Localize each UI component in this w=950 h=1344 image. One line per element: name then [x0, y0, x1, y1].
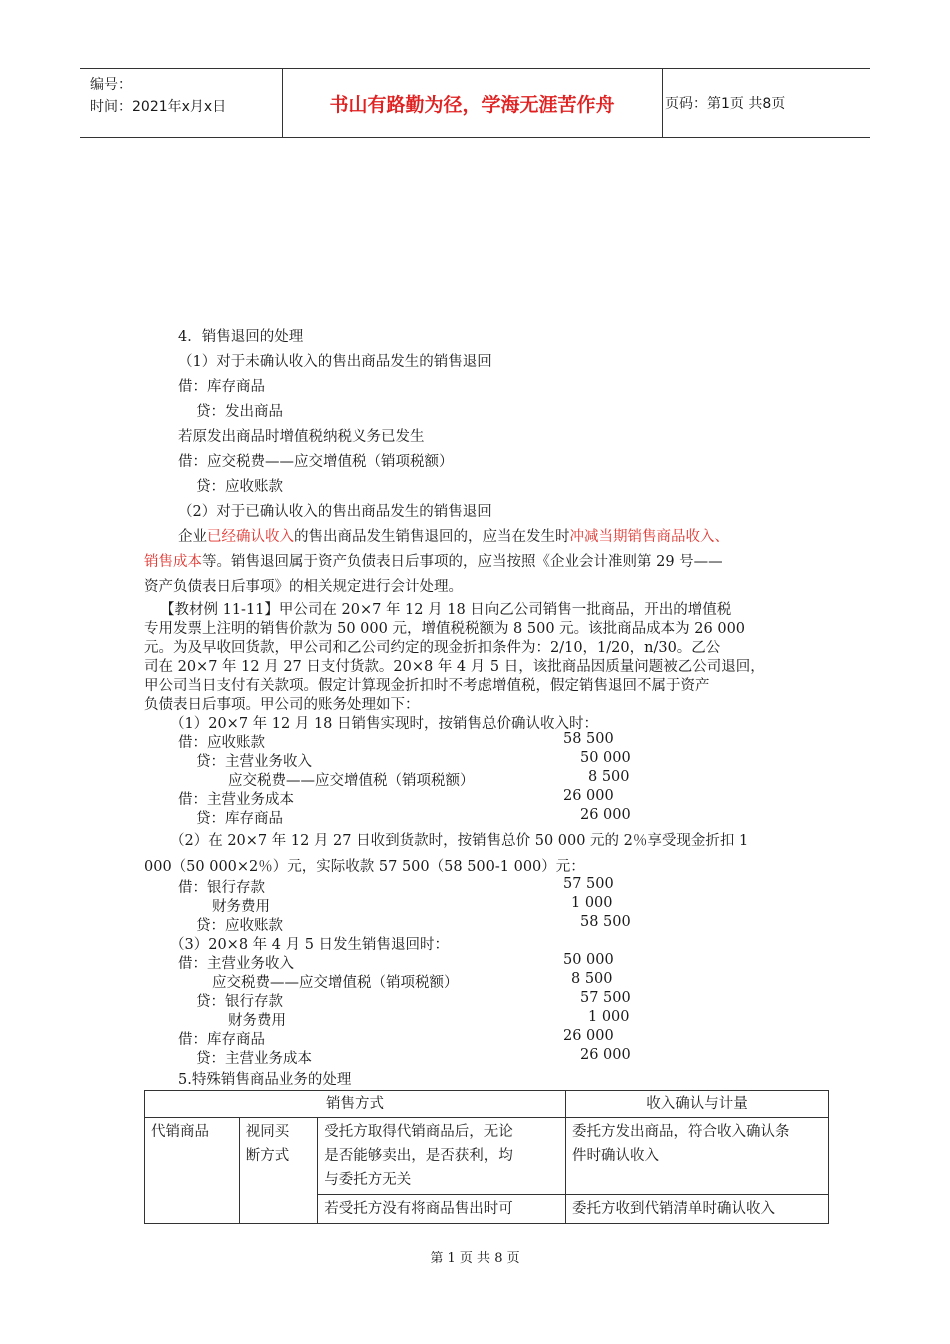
cell-text: 断方式	[245, 1148, 290, 1164]
entry-amount: 1 000	[588, 1009, 630, 1025]
text-span: 的售出商品发生销售退回的，应当在发生时	[294, 529, 570, 545]
page-info: 页码：第1页 共8页	[665, 96, 786, 112]
highlight-text: 销售成本	[144, 554, 202, 570]
entry-line: 借：库存商品	[178, 379, 265, 395]
entry-amount: 26 000	[563, 1028, 614, 1044]
section-heading: 4．销售退回的处理	[178, 329, 304, 345]
entry-amount: 58 500	[563, 731, 614, 747]
entry-line: 借：库存商品	[178, 1032, 265, 1048]
example-line: 负债表日后事项。甲公司的账务处理如下：	[144, 697, 420, 713]
table-header-row	[145, 1091, 829, 1118]
entry-line: 贷：发出商品	[196, 404, 283, 420]
paragraph-line: 资产负债表日后事项》的相关规定进行会计处理。	[144, 579, 463, 595]
entry-line: 贷：银行存款	[196, 994, 283, 1010]
table-cell	[318, 1118, 566, 1195]
subsection-heading: （1）对于未确认收入的售出商品发生的销售退回	[178, 354, 492, 370]
text-line: 若原发出商品时增值税纳税义务已发生	[178, 429, 425, 445]
section-heading: 5.特殊销售商品业务的处理	[178, 1072, 352, 1088]
example-line: 专用发票上注明的销售价款为 50 000 元，增值税税额为 8 500 元。该批商品成本为 26 000	[144, 621, 746, 637]
step-heading: （3）20×8 年 4 月 5 日发生销售退回时：	[170, 937, 450, 953]
example-line: 【教材例 11-11】甲公司在 20×7 年 12 月 18 日向乙公司销售一批商品，开出的增值税	[160, 602, 732, 618]
entry-amount: 57 500	[563, 876, 614, 892]
entry-line: 财务费用	[228, 1013, 286, 1029]
example-line: 司在 20×7 年 12 月 27 日支付货款。20×8 年 4 月 5 日，该批商品因质量问题被乙公司退回，	[144, 659, 765, 675]
entry-line: 借：应交税费——应交增值税（销项税额）	[178, 454, 454, 470]
header-meta	[90, 74, 226, 118]
table-cell	[566, 1118, 829, 1195]
step-heading: （2）在 20×7 年 12 月 27 日收到货款时，按销售总价 50 000 元的 2％享受现金折扣 1	[170, 833, 749, 849]
entry-line: 应交税费——应交增值税（销项税额）	[212, 975, 459, 991]
cell-text: 是否能够卖出，是否获利，均	[324, 1148, 513, 1164]
cell-text: 受托方取得代销商品后，无论	[324, 1124, 513, 1140]
entry-line: 应交税费——应交增值税（销项税额）	[228, 773, 475, 789]
page-header	[80, 68, 870, 138]
cell-text: 委托方发出商品，符合收入确认条	[572, 1124, 790, 1140]
text-span: 等。销售退回属于资产负债表日后事项的，应当按照《企业会计准则第 29 号——	[202, 554, 723, 570]
page-footer: 第 1 页 共 8 页	[430, 1251, 520, 1266]
step-heading: （1）20×7 年 12 月 18 日销售实现时，按销售总价确认收入时：	[170, 716, 598, 732]
subsection-heading: （2）对于已确认收入的售出商品发生的销售退回	[178, 504, 492, 520]
entry-line: 贷：主营业务成本	[196, 1051, 312, 1067]
entry-amount: 26 000	[580, 1047, 631, 1063]
entry-amount: 8 500	[588, 769, 630, 785]
table-cell: 若受托方没有将商品售出时可	[318, 1195, 566, 1224]
table-cell: 委托方收到代销清单时确认收入	[566, 1195, 829, 1224]
entry-line: 借：应收账款	[178, 735, 265, 751]
entry-amount: 1 000	[571, 895, 613, 911]
entry-amount: 50 000	[563, 952, 614, 968]
entry-amount: 26 000	[580, 807, 631, 823]
table-cell: 代销商品	[145, 1118, 240, 1224]
cell-text: 视同买	[245, 1124, 290, 1140]
entry-line: 借：主营业务收入	[178, 956, 294, 972]
entry-amount: 8 500	[571, 971, 613, 987]
special-sales-table	[144, 1090, 829, 1224]
cell-text: 件时确认收入	[572, 1148, 659, 1164]
entry-amount: 26 000	[563, 788, 614, 804]
example-line: 甲公司当日支付有关款项。假定计算现金折扣时不考虑增值税，假定销售退回不属于资产	[144, 678, 710, 694]
header-divider	[662, 69, 663, 137]
table-header-cell: 销售方式	[145, 1091, 566, 1118]
table-row	[145, 1118, 829, 1195]
table-cell	[239, 1118, 317, 1224]
date-label: 时间：2021年x月x日	[90, 99, 227, 115]
cell-text: 与委托方无关	[324, 1172, 412, 1188]
entry-line: 贷：应收账款	[196, 918, 283, 934]
entry-line: 借：主营业务成本	[178, 792, 294, 808]
example-line: 元。为及早收回货款，甲公司和乙公司约定的现金折扣条件为：2/10，1/20，n/30。乙公	[144, 640, 721, 656]
paragraph-line	[144, 550, 723, 571]
entry-amount: 58 500	[580, 914, 631, 930]
paragraph-line	[178, 525, 729, 546]
entry-line: 借：银行存款	[178, 880, 265, 896]
entry-line: 财务费用	[212, 899, 270, 915]
entry-amount: 57 500	[580, 990, 631, 1006]
highlight-text: 冲减当期销售商品收入、	[569, 529, 729, 545]
entry-line: 贷：应收账款	[196, 479, 283, 495]
step-heading: 000（50 000×2％）元，实际收款 57 500（58 500-1 000）元：	[144, 859, 585, 875]
header-motto: 书山有路勤为径，学海无涯苦作舟	[329, 93, 615, 116]
table-header-cell: 收入确认与计量	[566, 1091, 829, 1118]
entry-line: 贷：主营业务收入	[196, 754, 312, 770]
highlight-text: 已经确认收入	[207, 529, 294, 545]
text-span: 企业	[178, 529, 207, 545]
number-label: 编号：	[90, 77, 132, 93]
entry-line: 贷：库存商品	[196, 811, 283, 827]
entry-amount: 50 000	[580, 750, 631, 766]
